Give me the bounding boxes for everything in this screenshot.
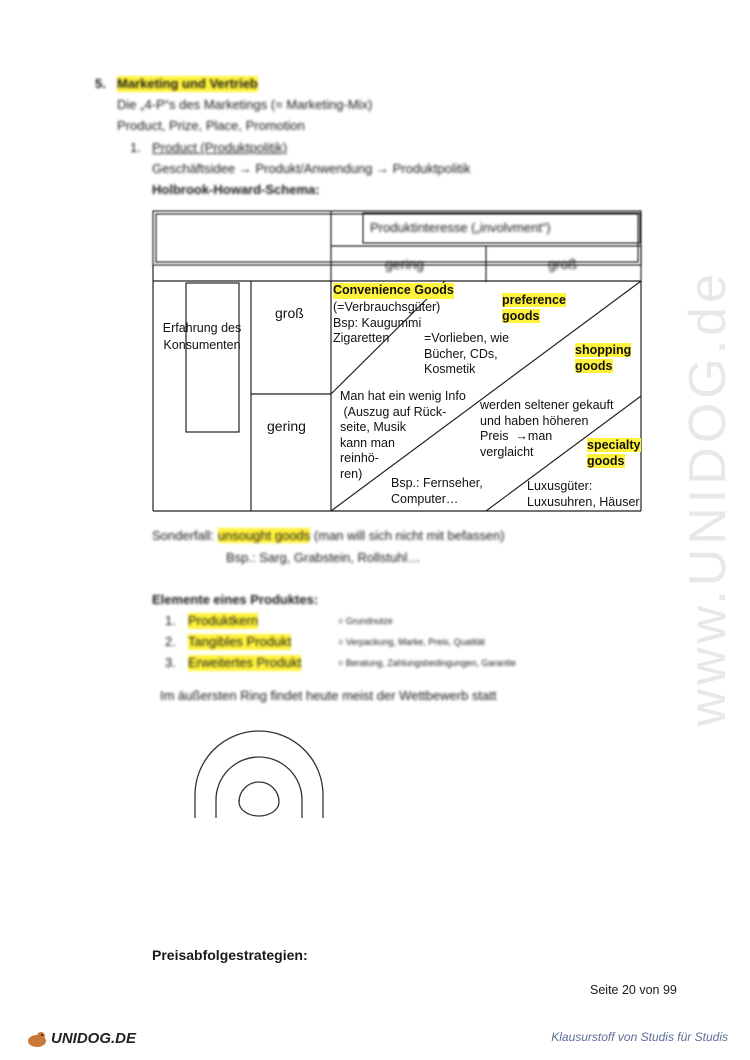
element-item-2-label: Tangibles Produkt <box>188 634 292 649</box>
special-case: Sonderfall: unsought goods (man will sich nicht mit befassen) <box>152 528 505 543</box>
info-text: Man hat ein wenig Info (Auszug auf Rück- seite, Musik kann man reinhö- ren) <box>340 389 466 481</box>
preference-goods-text: =Vorlieben, wie Bücher, CDs, Kosmetik <box>424 331 510 376</box>
specialty-goods-label: specialty goods <box>587 438 641 468</box>
product-rings-diagram <box>180 720 340 830</box>
special-case-example: Bsp.: Sarg, Grabstein, Rollstuhl… <box>226 550 421 565</box>
inner-ring <box>239 782 279 802</box>
subsection-title: Product (Produktpolitik) <box>152 140 288 155</box>
convenience-goods-text: (=Verbrauchsgüter) Bsp: Kaugummi Zigaretten <box>333 300 441 345</box>
element-item-1-number: 1. <box>165 613 176 628</box>
col-label-high: groß <box>548 256 577 272</box>
row-label-high: groß <box>275 305 304 321</box>
element-item-1-label: Produktkern <box>188 613 259 628</box>
page-number: Seite 20 von 99 <box>590 983 677 997</box>
shopping-goods-label: shopping goods <box>575 343 632 373</box>
element-item-1-note: = Grundnutze <box>338 616 393 626</box>
outer-ring <box>195 731 323 795</box>
element-item-3-number: 3. <box>165 655 176 670</box>
shopping-goods-text: werden seltener gekauft und haben höheren Preis →man verglaicht <box>480 398 614 459</box>
involvement-header: Produktinteresse („involvment“) <box>370 220 551 235</box>
section-line-1: Die „4-P“s des Marketings (= Marketing-Mix) <box>117 97 373 112</box>
section-number: 5. <box>95 76 106 91</box>
watermark: www.UNIDOG.de <box>679 270 737 727</box>
preference-goods-label: preference goods <box>502 293 566 323</box>
section-line-2: Product, Prize, Place, Promotion <box>117 118 305 133</box>
price-strategies-heading: Preisabfolgestrategien: <box>152 947 308 963</box>
element-item-2-note: = Verpackung, Marke, Preis, Qualität <box>338 637 485 647</box>
row-label-low: gering <box>267 418 306 434</box>
dog-icon <box>26 1030 48 1048</box>
footer-slogan: Klausurstoff von Studis für Studis <box>551 1030 728 1044</box>
element-item-3-note: = Beratung, Zahlungsbedingungen, Garantie <box>338 658 516 668</box>
unidog-logo: UNIDOG.DE <box>26 1030 136 1048</box>
schema-title: Holbrook-Howard-Schema: <box>152 182 320 197</box>
element-item-2-number: 2. <box>165 634 176 649</box>
product-flow: Geschäftsidee → Produkt/Anwendung → Produktpolitik <box>152 161 471 176</box>
section-title: Marketing und Vertrieb <box>117 76 258 91</box>
convenience-goods-label: Convenience Goods <box>333 283 454 297</box>
row-label-experience: Erfahrung des Konsumenten <box>162 321 242 352</box>
elements-title: Elemente eines Produktes: <box>152 592 319 607</box>
middle-ring <box>216 757 302 800</box>
specialty-goods-text: Luxusgüter: Luxusuhren, Häuser <box>527 479 640 509</box>
example-electronics: Bsp.: Fernseher, Computer… <box>391 476 483 506</box>
col-label-low: gering <box>385 256 424 272</box>
ring-note: Im äußersten Ring findet heute meist der Wettbewerb statt <box>160 688 497 703</box>
subsection-number: 1. <box>130 140 141 155</box>
element-item-3-label: Erweitertes Produkt <box>188 655 302 670</box>
